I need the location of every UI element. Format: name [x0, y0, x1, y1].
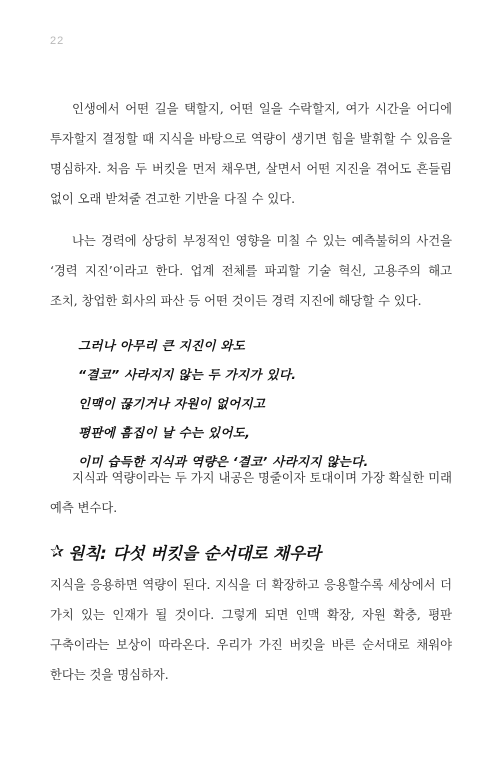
- handwritten-line: 인맥이 끊기거나 자원이 없어지고: [78, 396, 266, 411]
- section-heading: [50, 540, 321, 564]
- page-number: 22: [50, 35, 65, 47]
- handwritten-line: 그러나 아무리 큰 지진이 와도: [78, 338, 246, 353]
- summary-paragraph: 지식과 역량이라는 두 가지 내공은 명줄이자 토대이며 가장 확실한 미래 예측 변수다.: [50, 471, 452, 515]
- paragraph-2: 나는 경력에 상당히 부정적인 영향을 미칠 수 있는 예측불허의 사건을 ‘경력 지진’이라고 한다. 업계 전체를 파괴할 기술 혁신, 고용주의 해고 조치, 창업한 회사의 파산 등 어떤 것이든 경력 지진에 해당할 수 있다.: [50, 234, 452, 308]
- handwritten-quote: [78, 331, 478, 476]
- star-icon: ✰: [50, 542, 65, 562]
- handwritten-line: 이미 습득한 지식과 역량은 ‘결코’ 사라지지 않는다.: [78, 454, 369, 469]
- handwritten-line: 평판에 흠집이 날 수는 있어도,: [78, 425, 251, 440]
- final-paragraph: 지식을 응용하면 역량이 된다. 지식을 더 확장하고 응용할수록 세상에서 더 가치 있는 인재가 될 것이다. 그렇게 되면 인맥 확장, 자원 확충, 평판 구축이라는 보상이 따라온다. 우리가 가진 버킷을 바른 순서대로 채워야 한다는 것을 명심하자.: [50, 578, 452, 682]
- handwritten-line: “결코” 사라지지 않는 두 가지가 있다.: [78, 367, 297, 382]
- paragraph-1: 인생에서 어떤 길을 택할지, 어떤 일을 수락할지, 여가 시간을 어디에 투자할지 결정할 때 지식을 바탕으로 역량이 생기면 힘을 발휘할 수 있음을 명심하자. 처음 두 버킷을 먼저 채우면, 살면서 어떤 지진을 겪어도 흔들림 없이 오래 받쳐줄 견고한 기반을 다질 수 있다.: [50, 102, 452, 206]
- section-heading-text: 원칙: 다섯 버킷을 순서대로 채우라: [68, 544, 321, 563]
